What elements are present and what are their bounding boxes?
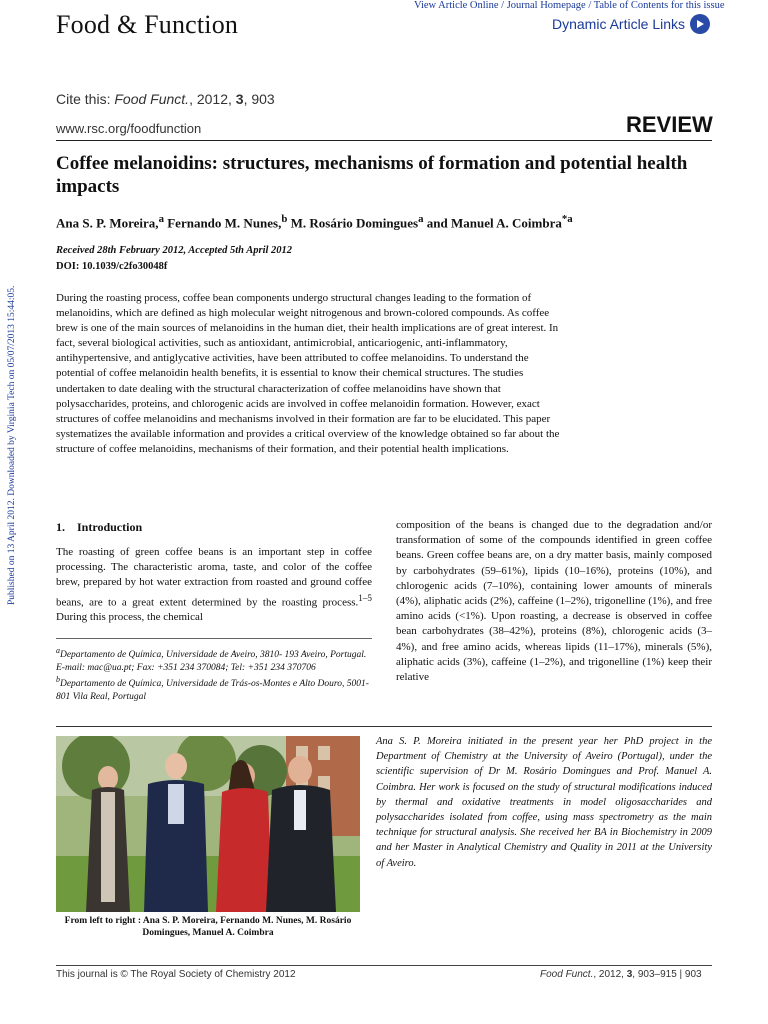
journal-homepage-link[interactable]: Journal Homepage xyxy=(506,0,586,11)
intro-column-right: composition of the beans is changed due to the degradation and/or transformation of some of the compounds identified in green coffee beans. Green coffee beans are, on a dry matter basis, mainly composed by carbohydrates (59–61%), lipids (10–16%), proteins (10%), and chlorogenic acids (7–10%), containing lower amounts of minerals (4%), aliphatic acids (2%), caffeine (1–2%), trigonelline (1%), and free amino acids (<1%). Upon roasting, a decrease is observed in coffee bean carbohydrates (38–42%), proteins (8%), chlorogenic acids (3–4%), and free amino acids, whereas lipids (11–17%), minerals (5%), aliphatic acids (3%), caffeine (1–2%), and trigonelline (1%) keep their relative xyxy=(396,519,712,684)
page-citation xyxy=(540,969,702,980)
footer-journal: Food Funct. xyxy=(540,969,594,980)
journal-title: Food & Function xyxy=(56,10,239,39)
link-separator: / xyxy=(588,0,594,11)
author-name: M. Rosário Domingues xyxy=(290,215,419,231)
footer-year: , 2012, xyxy=(593,969,627,980)
cite-volume: 3 xyxy=(235,91,244,107)
journal-url[interactable]: www.rsc.org/foodfunction xyxy=(56,121,202,136)
download-stamp: Published on 13 April 2012. Downloaded by Virginia Tech on 05/07/2013 15:44:05. xyxy=(7,285,17,605)
footnote-divider xyxy=(56,638,372,639)
footnote-b xyxy=(56,674,372,703)
footnote-text: Departamento de Química, Universidade de Trás-os-Montes e Alto Douro, 5001- 801 Vila Real, Portugal xyxy=(56,679,369,703)
abstract: During the roasting process, coffee bean components undergo structural changes leading to the formation of melanoidins, which are defined as high molecular weight nitrogenous and brown-colored compounds. As coffee brew is one of the main sources of melanoidins in the human diet, their health implications are of great interest. In fact, several biological activities, such as antioxidant, antimicrobial, anticariogenic, anti-inflammatory, antihypertensive, and antiglycative activities, have been attributed to coffee melanoidins. To understand the potential of coffee melanoidin health benefits, it is essential to know their chemical structures. The studies undertaken to date dealing with the structural characterization of coffee melanoidins have shown that polysaccharides, proteins, and chlorogenic acids are involved in coffee melanoidin formation. However, exact structures of coffee melanoidins and mechanisms involved in their formation are far to be elucidated. This paper systematizes the available information and provides a critical overview of the knowledge obtained so far about the structure of coffee melanoidins, mechanisms of their formation, and their potential health implications. xyxy=(56,292,560,455)
photo-caption: From left to right : Ana S. P. Moreira, Fernando M. Nunes, M. Rosário Domingues, Manuel A. Coimbra xyxy=(64,916,352,939)
dynamic-article-links[interactable] xyxy=(552,14,710,34)
received-accepted-dates: Received 28th February 2012, Accepted 5th April 2012 xyxy=(56,245,293,256)
intro-column-left xyxy=(56,545,372,626)
article-type-label: REVIEW xyxy=(626,112,713,137)
copyright-notice: This journal is © The Royal Society of Chemistry 2012 xyxy=(56,969,296,980)
play-arrow-icon[interactable] xyxy=(690,14,710,34)
author-name: and Manuel A. Coimbra xyxy=(426,215,562,231)
footnote-text: Departamento de Química, Universidade de Aveiro, 3810- 193 Aveiro, Portugal. E-mail: mac@ua.pt; Fax: +351 234 370084; Tel: +351 234 370706 xyxy=(56,650,367,673)
author-biography: Ana S. P. Moreira initiated in the present year her PhD project in the Department of Chemistry at the University of Aveiro (Portugal), under the scientific supervision of Dr M. Rosário Domingues and Prof. Manuel A. Coimbra. Her work is focused on the study of structural modifications induced by thermal and oxidative treatments in model oligosaccharides and polysaccharides isolated from coffee, using mass spectrometry as the main technique for structural analysis. She received her BA in Biochemistry in 2009 and her Master in Analytical Chemistry and Quality in 2011 at the University of Aveiro. xyxy=(376,736,712,869)
footnote-mark: b xyxy=(56,675,60,685)
section-heading-introduction: 1. Introduction xyxy=(56,520,143,534)
author-group-photo xyxy=(56,736,360,912)
link-separator: / xyxy=(501,0,507,11)
author-name: Ana S. P. Moreira, xyxy=(56,215,159,231)
header-divider xyxy=(56,140,712,141)
author-affiliation-mark: a xyxy=(158,213,164,225)
view-article-online-link[interactable]: View Article Online xyxy=(414,0,499,11)
footer-volume: 3 xyxy=(626,969,633,980)
cite-year: , 2012, xyxy=(189,91,236,107)
author-name: Fernando M. Nunes, xyxy=(167,215,282,231)
dynamic-article-links-label: Dynamic Article Links xyxy=(552,16,686,32)
author-list xyxy=(56,213,573,231)
intro-text: The roasting of green coffee beans is an important step in coffee processing. The characteristic aroma, taste, and color of the coffee brew, prepared by hot water extraction from roasted and ground coffee beans, are to a great extent determined by the roasting process. xyxy=(56,546,372,609)
top-links xyxy=(414,0,725,11)
citation-line xyxy=(56,91,275,107)
footnote-mark: a xyxy=(56,646,60,655)
author-affiliation-mark: b xyxy=(281,213,288,225)
table-of-contents-link[interactable]: Table of Contents for this issue xyxy=(593,0,725,11)
footer-pages: , 903–915 | 903 xyxy=(632,969,702,980)
cite-label: Cite this: xyxy=(56,91,111,107)
author-affiliation-mark: *a xyxy=(561,213,573,225)
bio-divider xyxy=(56,726,712,727)
footnote-a xyxy=(56,645,372,674)
paper-title: Coffee melanoidins: structures, mechanisms of formation and potential health impacts xyxy=(56,153,688,197)
intro-text-end: During this process, the chemical xyxy=(56,611,203,624)
affiliation-footnotes xyxy=(56,645,372,704)
doi[interactable]: DOI: 10.1039/c2fo30048f xyxy=(56,261,168,272)
cite-journal: Food Funct. xyxy=(114,91,190,107)
cite-pages: , 903 xyxy=(243,91,275,107)
author-affiliation-mark: a xyxy=(418,213,424,225)
footer-divider xyxy=(56,965,712,966)
reference-mark[interactable]: 1–5 xyxy=(358,592,372,603)
